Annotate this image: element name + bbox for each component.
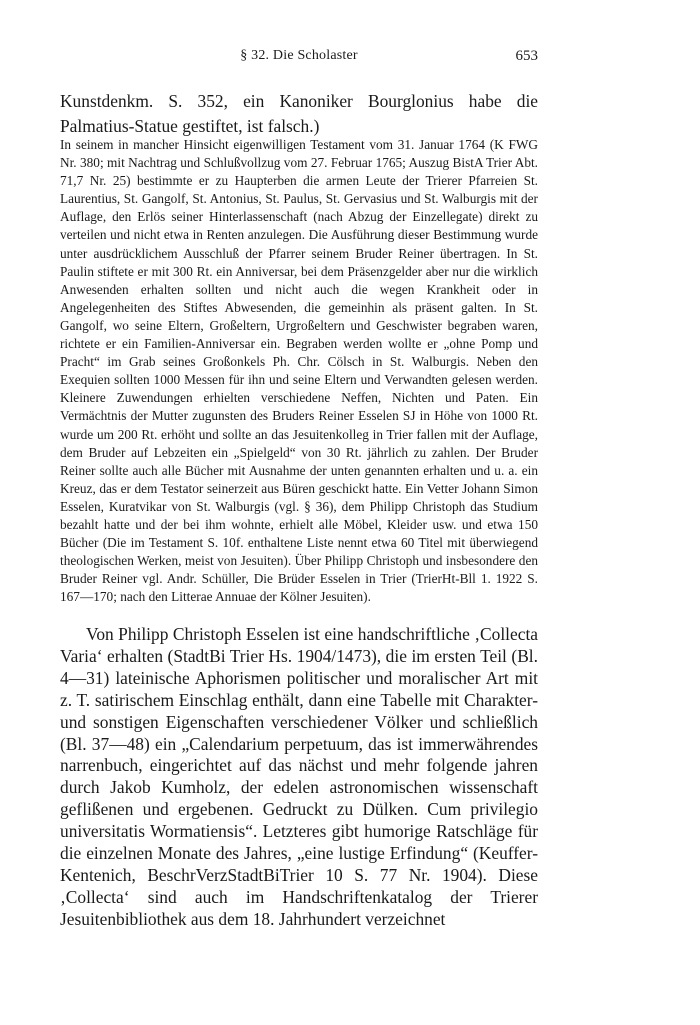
continued-paragraph: Kunstdenkm. S. 352, ein Kanoniker Bourglonius habe die Palmatius-Statue gestiftet, ist falsch.) — [60, 91, 538, 136]
running-header — [60, 48, 538, 70]
page-number: 653 — [515, 48, 538, 64]
small-print-paragraph: In seinem in mancher Hinsicht eigenwilligen Testament vom 31. Januar 1764 (K FWG Nr. 380; mit Nachtrag und Schlußvollzug vom 27. Februar 1765; Auszug BistA Trier Abt. 71,7 Nr. 25) bestimmte er zu Haupterben die armen Leute der Trierer Pfarreien St. Laurentius, St. Gangolf, St. Antonius, St. Paulus, St. Gervasius und St. Walburgis mit der Auflage, den Erlös seiner Hinterlassenschaft (nach Abzug der Einzellegate) direkt zu verteilen und nicht etwa in Renten anzulegen. Die Ausführung dieser Bestimmung wurde unter ausdrücklichem Ausschluß der Pfarrer seinem Bruder Reiner übertragen. In St. Paulin stiftete er mit 300 Rt. ein Anniversar, bei dem Präsenzgelder aber nur die wirklich Anwesenden erhalten sollten und nicht auch die wegen Krankheit oder in Angelegenheiten des Stiftes Abwesenden, die gemeinhin als präsent galten. In St. Gangolf, wo seine Eltern, Großeltern, Urgroßeltern und Geschwister begraben waren, richtete er ein Familien-Anniversar ein. Begraben werden wollte er „ohne Pomp und Pracht“ im Grab seines Großonkels Ph. Chr. Cölsch in St. Walburgis. Neben den Exequien sollten 1000 Messen für ihn und seine Eltern und Verwandten gelesen werden. Kleinere Zuwendungen erhielten verschiedene Neffen, Nichten und Paten. Ein Vermächtnis der Mutter zugunsten des Bruders Reiner Esselen SJ in Höhe von 1000 Rt. wurde um 200 Rt. erhöht und sollte an das Jesuitenkolleg in Trier fallen mit der Auflage, dem Bruder auf Lebzeiten ein „Spielgeld“ von 30 Rt. jährlich zu zahlen. Der Bruder Reiner sollte auch alle Bücher mit Ausnahme der unten genannten erhalten und u. a. ein Kreuz, das er dem Testator seinerzeit aus Büren geschickt hatte. Ein Vetter Johann Simon Esselen, Kuratvikar von St. Walburgis (vgl. § 36), dem Philipp Christoph das Studium bezahlt hatte und der bei ihm wohnte, erhielt alle Möbel, Kleider usw. und etwa 150 Bücher (Die im Testament S. 10f. enthaltene Liste nennt etwa 60 Titel mit überwiegend theologischen Werken, meist von Jesuiten). Über Philipp Christoph und insbesondere den Bruder Reiner vgl. Andr. Schüller, Die Brüder Esselen in Trier (TrierHt-Bll 1. 1922 S. 167—170; nach den Litterae Annuae der Kölner Jesuiten). — [60, 137, 538, 605]
body-paragraph: Von Philipp Christoph Esselen ist eine handschriftliche ‚Collecta Varia‘ erhalten (StadtBi Trier Hs. 1904/1473), die im ersten Teil (Bl. 4—31) lateinische Aphorismen politischer und moralischer Art mit z. T. satirischem Einschlag enthält, dann eine Tabelle mit Charakter- und sonstigen Eigenschaften verschiedener Völker und schließlich (Bl. 37—48) ein „Calendarium perpetuum, das ist immerwährendes narrenbuch, eingerichtet auf das nächst und mehr folgende jahren durch Jakob Kumholz, der edelen astronomischen wissenschaft geflißenen und ergebenen. Gedruckt zu Dülken. Cum privilegio universitatis Wormatiensis“. Letzteres gibt humorige Ratschläge für die einzelnen Monate des Jahres, „eine lustige Erfindung“ (Keuffer-Kentenich, BeschrVerzStadtBiTrier 10 S. 77 Nr. 1904). Diese ‚Collecta‘ sind auch im Handschriftenkatalog der Trierer Jesuitenbibliothek aus dem 18. Jahrhundert verzeichnet — [60, 624, 538, 929]
section-title: § 32. Die Scholaster — [240, 48, 358, 63]
